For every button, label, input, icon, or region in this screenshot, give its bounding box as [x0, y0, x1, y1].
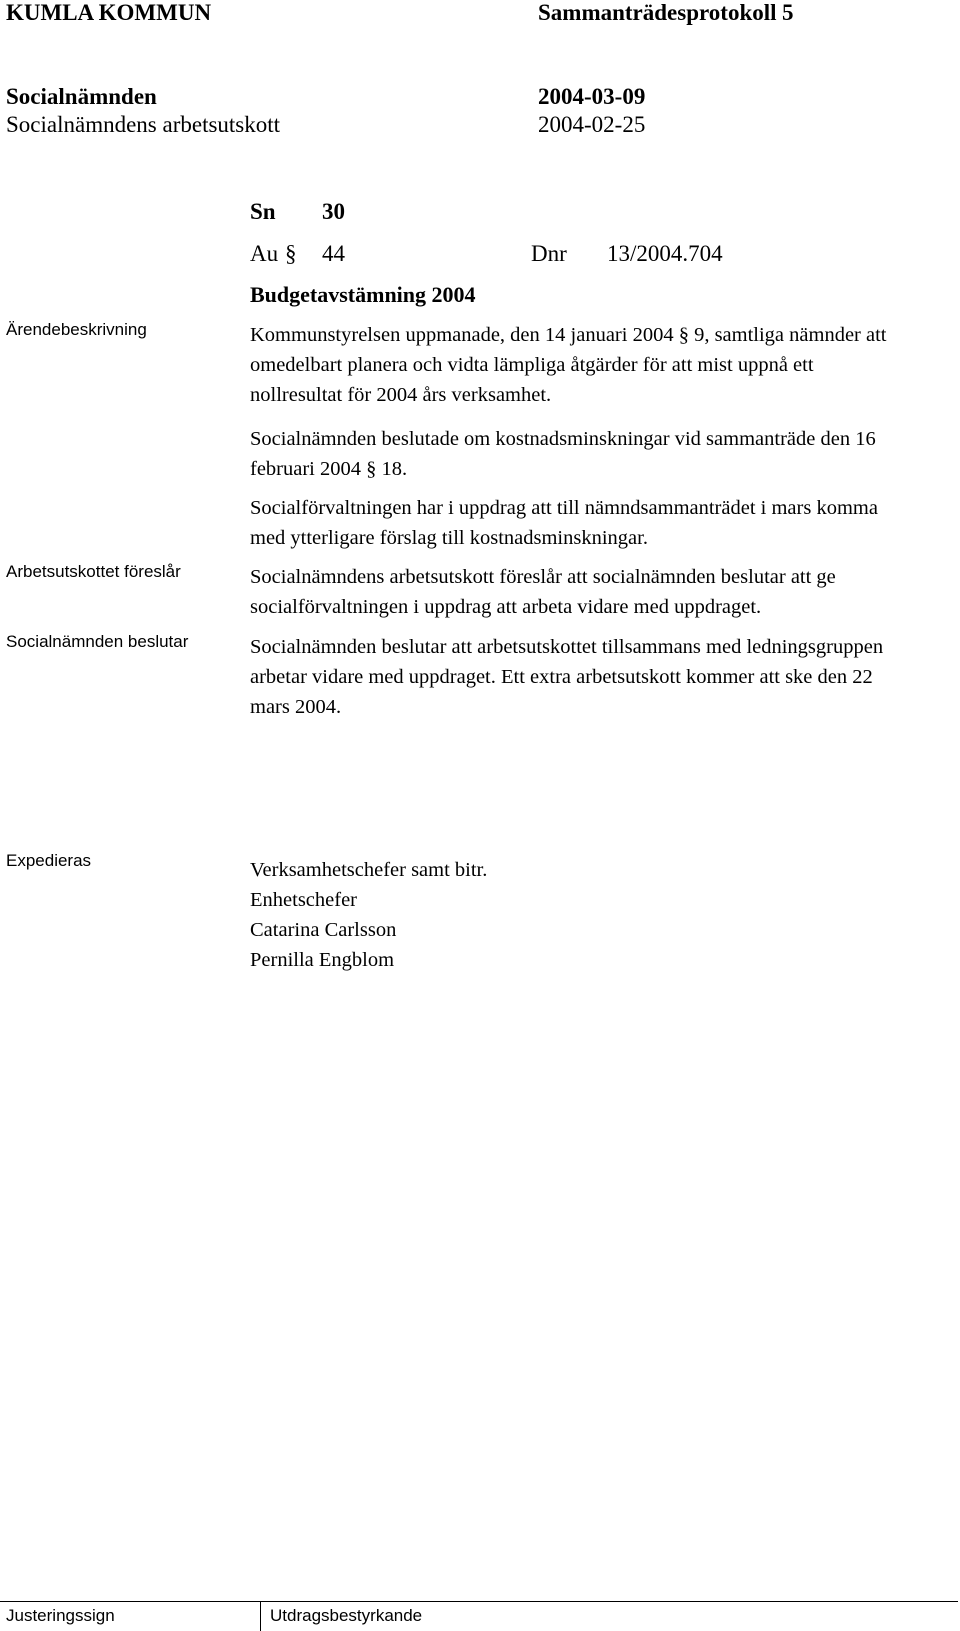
- label-dispatch: Expedieras: [6, 851, 92, 870]
- p3-text: Socialförvaltningen har i uppdrag att till nämndsammanträdet i mars komma med ytterligare förslag till kostnadsminskningar.: [250, 497, 878, 549]
- footer-certification: Utdragsbestyrkande: [270, 1606, 423, 1625]
- dispatch-item: Pernilla Engblom: [250, 949, 395, 971]
- case-title: Budgetavstämning 2004: [250, 282, 476, 307]
- footer-column-divider: [260, 1602, 261, 1631]
- committee-date: 2004-02-25: [538, 112, 646, 137]
- dispatch-item: Verksamhetschefer samt bitr.: [250, 859, 488, 881]
- p5-text: Socialnämnden beslutar att arbetsutskottet tillsammans med ledningsgruppen arbetar vidare med uppdraget. Ett extra arbetsutskott kommer att ske den 22 mars 2004.: [250, 636, 884, 718]
- committee-name: Socialnämndens arbetsutskott: [6, 112, 281, 137]
- au-number: 44: [322, 241, 345, 266]
- label-board-decision: Socialnämnden beslutar: [6, 632, 189, 651]
- paragraph-committee-proposal: [250, 562, 910, 622]
- board-date: 2004-03-09: [538, 84, 646, 109]
- p2-text-b: 18.: [381, 458, 408, 480]
- sn-number: 30: [322, 199, 345, 224]
- label-description: Ärendebeskrivning: [6, 320, 147, 339]
- section-mark-icon: §: [285, 241, 297, 266]
- dispatch-list: [250, 855, 487, 975]
- dispatch-item: Enhetschefer: [250, 889, 357, 911]
- footer-divider: [0, 1601, 958, 1602]
- paragraph-description-2: [250, 424, 910, 484]
- p2-text-a: Socialnämnden beslutade om kostnadsminskningar vid sammanträde den 16 februari 2004: [250, 428, 876, 480]
- board-name: Socialnämnden: [6, 84, 157, 109]
- dispatch-item: Catarina Carlsson: [250, 919, 397, 941]
- dnr-label: Dnr: [531, 241, 567, 266]
- p1-text-b: 9, samtliga nämnder att omedelbart planera och vidta lämpliga åtgärder för att mist uppnå ett nollresultat för 2004 års verksamhet.: [250, 324, 887, 406]
- label-committee-proposal: Arbetsutskottet föreslår: [6, 562, 181, 581]
- protocol-title: Sammanträdesprotokoll: [538, 0, 777, 25]
- footer-verification: Justeringssign: [6, 1606, 115, 1625]
- section-mark-icon: §: [678, 324, 689, 346]
- paragraph-description-3: [250, 493, 910, 553]
- p4-text: Socialnämndens arbetsutskott föreslår att socialnämnden beslutar att ge socialförvaltningen i uppdrag att arbeta vidare med uppdraget.: [250, 566, 836, 618]
- paragraph-description-1: [250, 320, 910, 410]
- municipality-name: KUMLA KOMMUN: [6, 0, 212, 25]
- page-number: 5: [782, 0, 794, 25]
- paragraph-board-decision: [250, 632, 910, 722]
- dnr-value: 13/2004.704: [607, 241, 723, 266]
- section-mark-icon: §: [366, 458, 377, 480]
- au-label: Au: [250, 241, 279, 266]
- p1-text-a: Kommunstyrelsen uppmanade, den 14 januari 2004: [250, 324, 674, 346]
- sn-label: Sn: [250, 199, 276, 224]
